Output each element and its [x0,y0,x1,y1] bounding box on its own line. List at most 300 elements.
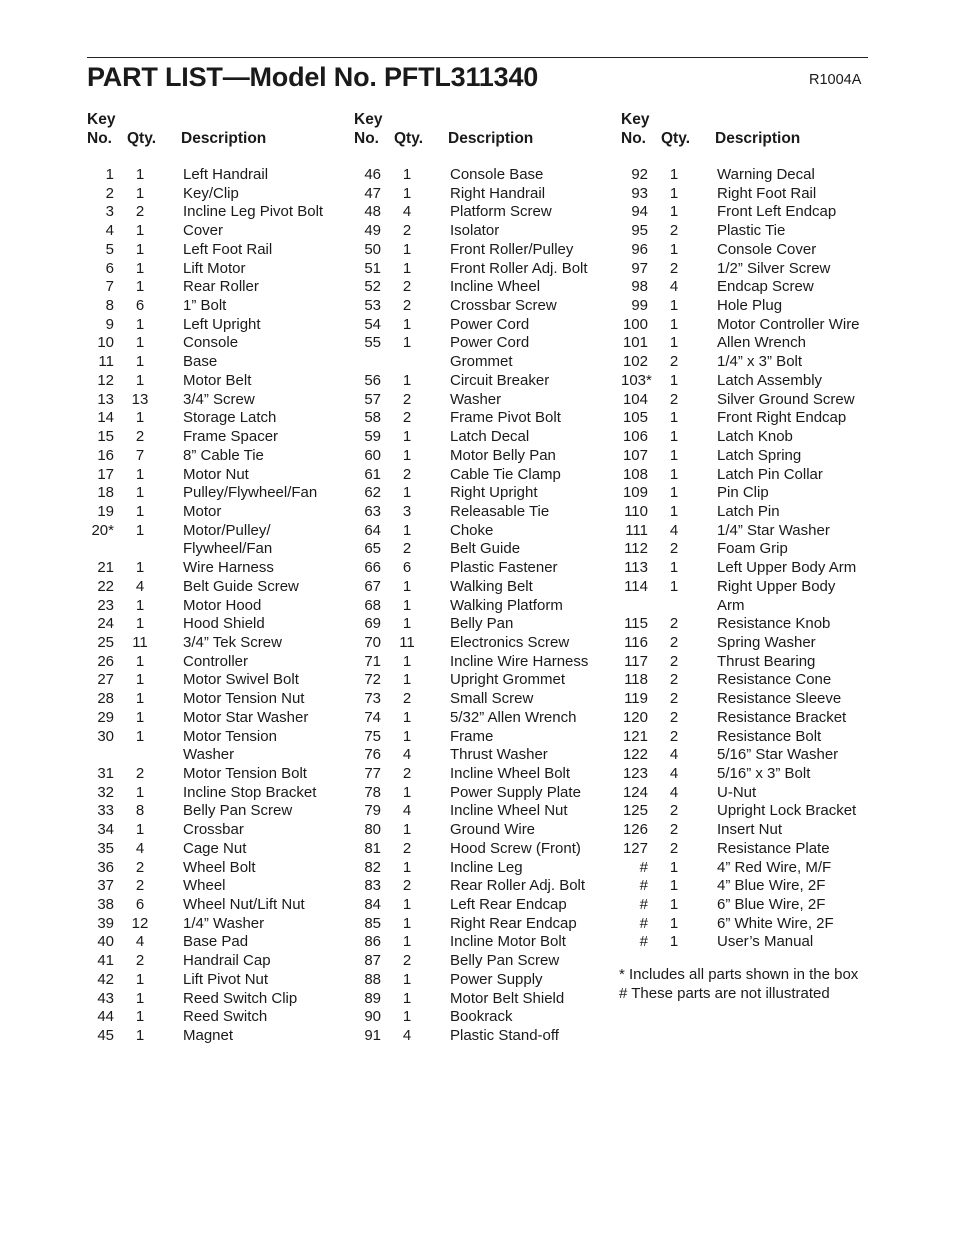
part-description: Right Upper Body [717,577,836,595]
part-key-number: # [639,914,648,932]
part-description: Bookrack [450,1008,513,1026]
part-description: Crossbar [183,821,244,839]
part-quantity: 2 [669,390,679,408]
part-key-number: 25 [97,633,114,651]
part-description: User’s Manual [717,933,814,951]
part-quantity: 1 [135,334,145,352]
part-key-number: 58 [364,409,381,427]
part-key-number: 90 [364,1008,381,1026]
part-description: Washer [183,746,235,764]
part-quantity: 4 [669,783,679,801]
part-description: Front Roller Adj. Bolt [450,259,588,277]
part-key-number: 95 [631,222,648,240]
part-quantity: 4 [669,765,679,782]
part-quantity: 1 [669,334,679,352]
part-key-number: 26 [97,652,114,670]
part-description: Wire Harness [183,559,274,577]
part-description: Foam Grip [717,540,788,558]
part-description: U-Nut [717,783,757,801]
part-key-number: 127 [622,839,648,857]
part-quantity: 2 [135,203,145,221]
part-key-number: 80 [364,821,381,839]
part-description: Crossbar Screw [450,297,557,315]
part-description: Ground Wire [450,821,536,839]
part-description: Console [183,334,239,352]
part-description: Resistance Bolt [717,727,822,745]
header-no-label: No. [621,130,646,147]
part-key-number: 56 [364,371,381,389]
part-key-number: 41 [97,952,114,970]
part-description: Cable Tie Clamp [450,465,561,483]
part-description: Releasable Tie [450,502,550,520]
part-key-number: 32 [97,783,114,801]
part-description: Incline Stop Bracket [183,783,317,801]
part-quantity: 2 [402,297,412,315]
part-quantity: 6 [402,559,412,577]
header-key-label: Key [354,111,383,128]
part-key-number: 121 [622,727,648,745]
part-quantity: 1 [135,708,145,726]
part-key-number: 96 [631,240,648,258]
part-quantity: 1 [402,615,412,633]
header-no-label: No. [87,130,112,147]
part-quantity: 2 [669,353,679,371]
part-quantity: 4 [135,577,145,595]
part-description: Base Pad [183,933,249,951]
part-quantity: 1 [669,166,679,183]
part-quantity: 2 [135,765,145,782]
header-key-label: Key [621,111,650,128]
part-key-number: 1 [105,166,114,183]
part-quantity: 13 [131,390,149,408]
part-description: Electronics Screw [450,633,570,651]
part-quantity: 1 [669,240,679,258]
part-key-number: 117 [624,652,648,670]
part-key-number: 111 [625,521,648,539]
part-quantity: 6 [135,297,145,315]
part-quantity: 12 [131,914,149,932]
part-description: 3/4” Tek Screw [183,633,282,651]
part-key-number: 40 [97,933,114,951]
part-description: Latch Decal [450,428,530,446]
part-key-number: 120 [622,708,648,726]
part-quantity: 2 [669,839,679,857]
part-key-number: 87 [364,952,381,970]
part-description: Thrust Bearing [717,652,816,670]
part-key-number: 3 [105,203,114,221]
part-description: Flywheel/Fan [183,540,273,558]
part-key-number: 110 [624,502,648,520]
part-description: Upright Grommet [450,671,566,689]
part-description: Plastic Fastener [450,559,558,577]
part-quantity: 2 [135,858,145,876]
part-description: 6” Blue Wire, 2F [717,896,826,914]
part-key-number: 88 [364,970,381,988]
part-key-number: 114 [624,577,648,595]
part-key-number: 60 [364,446,381,464]
part-description: Choke [450,521,494,539]
part-key-number: 18 [97,484,114,502]
part-key-number: 22 [97,577,114,595]
part-quantity: 1 [135,465,145,483]
part-description: Spring Washer [717,633,816,651]
part-key-number: 37 [97,877,114,895]
part-key-number: 101 [622,334,648,352]
part-key-number: 109 [622,484,648,502]
part-key-number: 46 [364,166,381,183]
part-quantity: 1 [402,184,412,202]
part-quantity: 2 [402,540,412,558]
part-description: Latch Spring [717,446,802,464]
part-quantity: 1 [135,259,145,277]
part-quantity: 2 [669,633,679,651]
part-key-number: 45 [97,1027,114,1045]
part-description: Console Cover [717,240,817,258]
part-quantity: 1 [135,559,145,577]
part-description: Right Handrail [450,184,546,202]
part-description: Lift Pivot Nut [183,970,269,988]
part-key-number: 10 [97,334,114,352]
part-quantity: 2 [669,821,679,839]
part-description: Belt Guide [450,540,521,558]
part-description: Motor Tension Nut [183,690,305,708]
part-quantity: 4 [402,802,412,820]
part-key-number: 116 [624,633,648,651]
part-description: Motor Belt Shield [450,989,565,1007]
part-description: Right Foot Rail [717,184,817,202]
part-key-number: 51 [364,259,381,277]
part-key-number: 125 [622,802,648,820]
part-description: 4” Red Wire, M/F [717,858,832,876]
part-quantity: 2 [669,708,679,726]
part-quantity: 4 [402,1027,412,1045]
part-description: Warning Decal [717,166,815,183]
part-key-number: 64 [364,521,381,539]
part-quantity: 4 [135,839,145,857]
part-description: Controller [183,652,249,670]
header-qty-label: Qty. [661,130,690,147]
part-description: 6” White Wire, 2F [717,914,834,932]
part-key-number: 112 [624,540,648,558]
header-qty-label: Qty. [394,130,423,147]
part-description: Hood Shield [183,615,265,633]
part-description: Resistance Knob [717,615,831,633]
part-description: Isolator [450,222,500,240]
part-quantity: 11 [132,633,148,651]
part-quantity: 1 [135,727,145,745]
part-key-number: 61 [364,465,381,483]
part-key-number: 89 [364,989,381,1007]
part-quantity: 1 [402,970,412,988]
part-key-number: 67 [364,577,381,595]
part-description: Latch Pin Collar [717,465,823,483]
part-description: Silver Ground Screw [717,390,855,408]
part-quantity: 2 [402,222,412,240]
part-key-number: 86 [364,933,381,951]
part-quantity: 1 [669,877,679,895]
part-quantity: 1 [669,297,679,315]
part-description: Motor Nut [183,465,249,483]
part-quantity: 1 [135,184,145,202]
part-quantity: 1 [402,259,412,277]
part-description: Platform Screw [450,203,552,221]
part-quantity: 2 [669,802,679,820]
part-quantity: 2 [135,952,145,970]
part-key-number: 34 [97,821,114,839]
page-title: PART LIST—Model No. PFTL311340 [87,62,539,92]
part-description: Left Rear Endcap [450,896,567,914]
part-key-number: 91 [364,1027,381,1045]
part-description: Front Right Endcap [717,409,847,427]
part-key-number: 49 [364,222,381,240]
part-quantity: 1 [669,896,679,914]
part-key-number: 33 [97,802,114,820]
part-description: Incline Motor Bolt [450,933,566,951]
part-description: Motor Belly Pan [450,446,556,464]
part-quantity: 1 [402,989,412,1007]
footnotes [619,966,858,1003]
part-key-number: 63 [364,502,381,520]
part-description: Washer [450,390,502,408]
part-quantity: 2 [669,615,679,633]
part-description: Belly Pan Screw [450,952,560,970]
part-key-number: 20* [91,521,114,539]
part-key-number: 8 [105,297,114,315]
part-description: Storage Latch [183,409,277,427]
part-description: Front Left Endcap [717,203,837,221]
part-key-number: 17 [97,465,114,483]
part-key-number: 43 [97,989,114,1007]
part-quantity: 2 [402,465,412,483]
part-key-number: 126 [622,821,648,839]
part-description: Resistance Bracket [717,708,847,726]
part-description: Hole Plug [717,297,783,315]
part-description: Motor Swivel Bolt [183,671,299,689]
part-description: Circuit Breaker [450,371,550,389]
part-quantity: 2 [669,259,679,277]
part-key-number: 107 [622,446,648,464]
part-description: Latch Knob [717,428,793,446]
part-quantity: 1 [402,596,412,614]
part-key-number: 71 [364,652,381,670]
part-key-number: 62 [364,484,381,502]
part-key-number: 36 [97,858,114,876]
part-quantity: 1 [135,989,145,1007]
header-description-label: Description [448,130,534,147]
part-quantity: 1 [135,222,145,240]
part-quantity: 1 [402,577,412,595]
part-description: Magnet [183,1027,234,1045]
header-description-label: Description [181,130,267,147]
part-quantity: 2 [402,390,412,408]
part-description: Front Roller/Pulley [450,240,574,258]
part-description: Motor Tension [183,727,277,745]
part-key-number: 5 [105,240,114,258]
part-key-number: 65 [364,540,381,558]
part-key-number: 78 [364,783,381,801]
part-key-number: 103* [621,371,652,389]
part-description: Belt Guide Screw [183,577,299,595]
part-description: Incline Leg [450,858,523,876]
part-key-number: 74 [364,708,381,726]
part-key-number: 54 [364,315,381,333]
part-quantity: 1 [669,465,679,483]
part-quantity: 1 [135,783,145,801]
part-description: Walking Belt [450,577,533,595]
part-quantity: 2 [669,652,679,670]
part-quantity: 2 [669,690,679,708]
part-key-number: 4 [105,222,114,240]
part-key-number: 29 [97,708,114,726]
part-quantity: 11 [399,633,415,651]
part-key-number: 108 [622,465,648,483]
part-description: Incline Wheel Bolt [450,765,571,782]
part-quantity: 2 [402,877,412,895]
part-key-number: 28 [97,690,114,708]
part-quantity: 1 [135,240,145,258]
part-key-number: 79 [364,802,381,820]
part-key-number: 104 [622,390,648,408]
part-quantity: 2 [669,540,679,558]
part-quantity: 1 [669,446,679,464]
part-quantity: 1 [669,409,679,427]
part-quantity: 1 [669,428,679,446]
part-key-number: 16 [97,446,114,464]
part-description: Power Cord [450,315,530,333]
part-quantity: 1 [135,690,145,708]
part-key-number: # [639,933,648,951]
part-description: Right Rear Endcap [450,914,577,932]
part-key-number: 52 [364,278,381,296]
part-quantity: 1 [135,315,145,333]
part-description: Wheel [183,877,226,895]
part-description: Allen Wrench [717,334,806,352]
part-quantity: 2 [402,839,412,857]
part-description: Arm [717,596,745,614]
part-key-number: 59 [364,428,381,446]
part-quantity: 1 [402,727,412,745]
part-description: Resistance Sleeve [717,690,842,708]
part-quantity: 1 [135,353,145,371]
part-description: 4” Blue Wire, 2F [717,877,826,895]
part-key-number: 57 [364,390,381,408]
part-quantity: 1 [402,1008,412,1026]
part-description: Incline Wheel [450,278,541,296]
part-quantity: 1 [402,371,412,389]
part-key-number: 76 [364,746,381,764]
part-description: Motor Tension Bolt [183,765,307,782]
part-key-number: 82 [364,858,381,876]
part-key-number: 50 [364,240,381,258]
part-key-number: 92 [631,166,648,183]
part-key-number: 2 [105,184,114,202]
part-description: 1/2” Silver Screw [717,259,831,277]
part-quantity: 1 [402,521,412,539]
part-key-number: 106 [622,428,648,446]
part-description: Motor [183,502,222,520]
part-description: Frame Spacer [183,428,279,446]
part-description: Endcap Screw [717,278,814,296]
part-key-number: 42 [97,970,114,988]
part-description: Thrust Washer [450,746,548,764]
part-description: Key/Clip [183,184,239,202]
part-key-number: 81 [364,839,381,857]
part-description: Grommet [450,353,513,371]
part-key-number: 38 [97,896,114,914]
part-key-number: 100 [622,315,648,333]
part-description: Lift Motor [183,259,246,277]
part-key-number: 31 [97,765,114,782]
part-quantity: 2 [135,877,145,895]
title-rule [87,57,868,58]
part-key-number: 23 [97,596,114,614]
part-description: Cage Nut [183,839,247,857]
part-quantity: 1 [135,1027,145,1045]
part-quantity: 1 [402,821,412,839]
part-description: Incline Wire Harness [450,652,589,670]
part-quantity: 1 [135,615,145,633]
part-description: Cover [183,222,224,240]
part-quantity: 2 [669,222,679,240]
part-quantity: 4 [669,278,679,296]
part-key-number: 19 [97,502,114,520]
part-key-number: 73 [364,690,381,708]
part-description: Left Upper Body Arm [717,559,857,577]
part-quantity: 1 [135,1008,145,1026]
part-key-number: 102 [622,353,648,371]
part-description: Plastic Tie [717,222,786,240]
header-no-label: No. [354,130,379,147]
part-description: Left Foot Rail [183,240,273,258]
footnote-asterisk: * Includes all parts shown in the box [619,966,859,983]
part-quantity: 2 [402,765,412,782]
part-description: Motor Star Washer [183,708,309,726]
header-key-label: Key [87,111,116,128]
part-quantity: 1 [669,559,679,577]
part-key-number: 21 [97,559,114,577]
part-key-number: 72 [364,671,381,689]
part-key-number: 6 [105,259,114,277]
part-description: Motor Hood [183,596,262,614]
part-key-number: 124 [622,783,648,801]
part-key-number: 83 [364,877,381,895]
part-description: Power Cord [450,334,530,352]
part-quantity: 1 [135,371,145,389]
part-key-number: # [639,877,648,895]
part-description: Small Screw [450,690,534,708]
part-description: 1/4” x 3” Bolt [717,353,803,371]
part-quantity: 1 [402,240,412,258]
part-quantity: 1 [135,484,145,502]
part-description: Upright Lock Bracket [717,802,857,820]
part-quantity: 1 [402,914,412,932]
part-quantity: 6 [135,896,145,914]
part-quantity: 1 [402,652,412,670]
part-key-number: 14 [97,409,114,427]
part-quantity: 8 [135,802,145,820]
part-description: Reed Switch [183,1008,268,1026]
part-description: Base [183,353,218,371]
part-description: Right Upright [450,484,538,502]
part-key-number: 68 [364,596,381,614]
part-description: Hood Screw (Front) [450,839,581,857]
part-quantity: 4 [135,933,145,951]
part-description: Power Supply [450,970,543,988]
part-key-number: # [639,858,648,876]
part-description: Wheel Nut/Lift Nut [183,896,305,914]
part-quantity: 1 [135,521,145,539]
part-quantity: 2 [135,428,145,446]
